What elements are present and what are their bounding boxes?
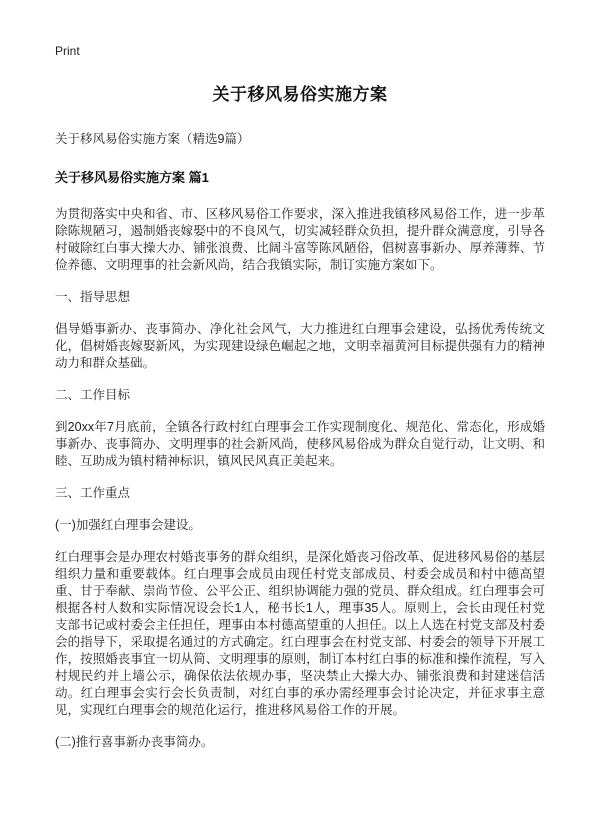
heading-guiding-ideology: 一、指导思想: [55, 290, 131, 304]
section-heading-part1: 关于移风易俗实施方案 篇1: [55, 170, 209, 185]
document-title: 关于移风易俗实施方案: [212, 85, 388, 104]
paragraph-guiding-ideology: 倡导婚事新办、丧事简办、净化社会风气，大力推进红白理事会建设，弘扬优秀传统文化，倡树婚丧嫁娶新风，为实现建设绿色崛起之地，文明幸福黄河目标提供强有力的精神动力和群众基础。: [55, 322, 545, 370]
heading-work-focus: 三、工作重点: [55, 486, 131, 500]
paragraph-work-goals: 到20xx年7月底前，全镇各行政村红白理事会工作实现制度化、规范化、常态化，形成婚事新办、丧事简办、文明理事的社会新风尚，使移风易俗成为群众自觉行动，让文明、和睦、互助成为镇村精神标识，镇风民风真正美起来。: [55, 420, 545, 468]
heading-council-building: (一)加强红白理事会建设。: [55, 518, 201, 532]
paragraph-intro: 为贯彻落实中央和省、市、区移风易俗工作要求，深入推进我镇移风易俗工作，进一步革除陈规陋习，遏制婚丧嫁娶中的不良风气，切实减轻群众负担，提升群众满意度，引导各村破除红白事大操大办、铺张浪费、比阔斗富等陈风陋俗，倡树喜事新办、厚养薄葬、节俭养德、文明理事的社会新风尚，结合我镇实际，制订实施方案如下。: [55, 207, 545, 272]
document-subtitle: 关于移风易俗实施方案（精选9篇）: [55, 132, 250, 146]
heading-simple-ceremonies: (二)推行喜事新办丧事简办。: [55, 735, 214, 749]
paragraph-council-building: 红白理事会是办理农村婚丧事务的群众组织，是深化婚丧习俗改革、促进移风易俗的基层组织力量和重要载体。红白理事会成员由现任村党支部成员、村委会成员和村中德高望重、甘于奉献、崇尚节俭、公平公正、组织协调能力强的党员、群众组成。红白理事会可根据各村人数和实际情况设会长1人，秘书长1人，理事35人。原则上，会长由现任村党支部书记或村委会主任担任，理事由本村德高望重的人担任。以上人选在村党支部及村委会的指导下，采取提名通过的方式确定。红白理事会在村党支部、村委会的领导下开展工作，按照婚丧事宜一切从简、文明理事的原则，制订本村红白事的标准和操作流程，写入村规民约并上墙公示，确保依法依规办事，坚决禁止大操大办、铺张浪费和封建迷信活动。红白理事会实行会长负责制，对红白事的承办需经理事会讨论决定，并征求事主意见，实现红白理事会的规范化运行，推进移风易俗工作的开展。: [55, 550, 545, 717]
print-button[interactable]: Print: [55, 44, 80, 58]
heading-work-goals: 二、工作目标: [55, 388, 131, 402]
